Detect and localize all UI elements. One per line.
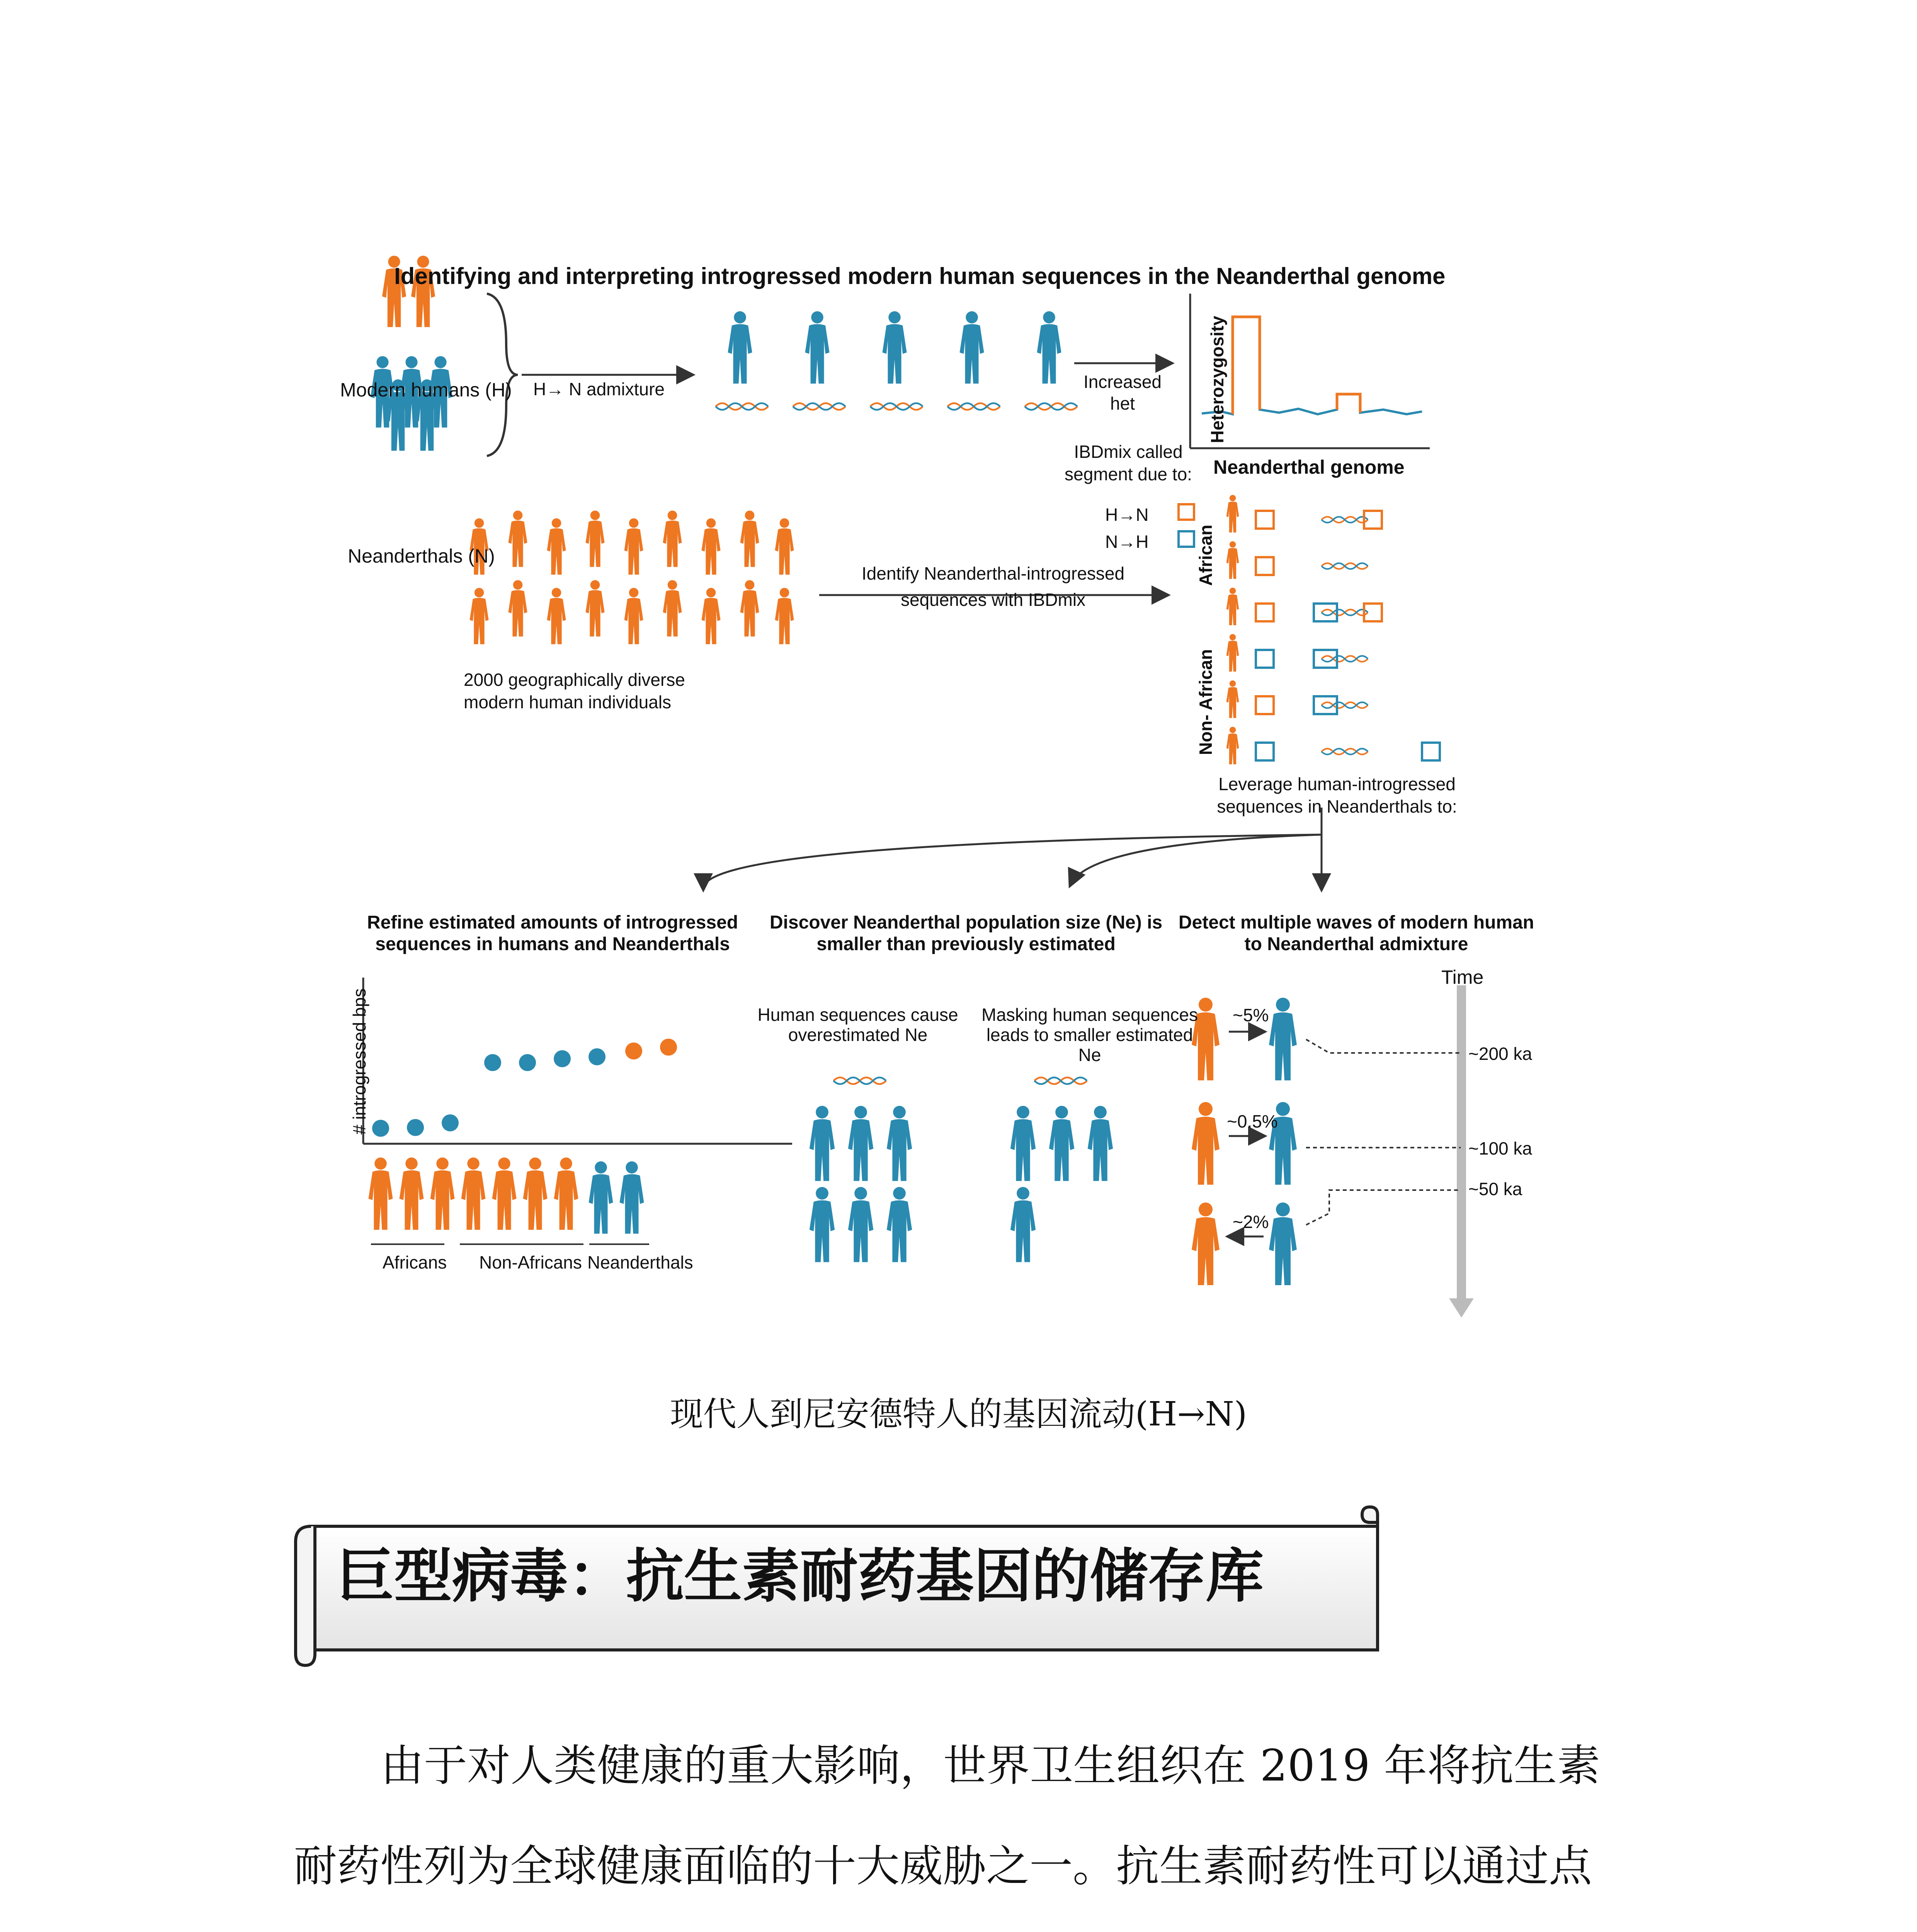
section-title: 巨型病毒：抗生素耐药基因的储存库: [336, 1543, 1264, 1610]
wave-1-time: ~200 ka: [1468, 1044, 1532, 1064]
time-label: Time: [1441, 966, 1484, 988]
refine-human-figures: [369, 1158, 578, 1230]
modern-humans-label: Modern humans (H): [340, 379, 512, 401]
diverse-individual-figures: [469, 510, 794, 644]
african-label: African: [1196, 524, 1216, 586]
ibdmix-rows: [1179, 495, 1440, 764]
wave-figures: [1192, 998, 1297, 1285]
group-non-africans: Non-Africans: [479, 1252, 582, 1272]
non-african-label: Non- African: [1196, 649, 1216, 755]
figure-title: Identifying and interpreting introgressed modern human sequences in the Neanderthal genome: [394, 263, 1446, 289]
group-africans: Africans: [383, 1252, 447, 1272]
detect-heading: Detect multiple waves of modern human to Neanderthal admixture: [1178, 912, 1534, 954]
individuals-label: 2000 geographically diverse modern human individuals: [464, 670, 685, 712]
body-line-2: 耐药性列为全球健康面临的十大威胁之一。抗生素耐药性可以通过点: [294, 1841, 1592, 1891]
neanderthals-label: Neanderthals (N): [348, 545, 495, 567]
figure-caption: 现代人到尼安德特人的基因流动(H→N): [670, 1395, 1247, 1434]
legend-nh: N→H: [1105, 532, 1149, 552]
discover-left-label: Human sequences cause overestimated Ne: [757, 1005, 958, 1045]
legend-hn: H→N: [1105, 505, 1149, 525]
wave-2-time: ~100 ka: [1468, 1138, 1532, 1158]
body-line-1: 由于对人类健康的重大影响，世界卫生组织在 2019 年将抗生素: [381, 1741, 1601, 1791]
introgressed-bps-axis: # introgressed bps: [349, 988, 369, 1135]
discover-figures: [810, 1106, 1113, 1262]
wave-3-time: ~50 ka: [1468, 1179, 1522, 1199]
neanderthal-figures: [371, 356, 452, 451]
refine-heading: Refine estimated amounts of introgressed sequences in humans and Neanderthals: [367, 912, 738, 954]
dna-strands: [716, 403, 1077, 410]
ibdmix-arrow-label: Identify Neanderthal-introgressed sequences with IBDmix: [861, 563, 1125, 610]
increased-het-label: Increased het: [1083, 372, 1162, 413]
wave-2-pct: ~0.5%: [1227, 1111, 1278, 1131]
introgressed-dots: [372, 1039, 677, 1137]
ibdmix-legend-title: IBDmix called segment due to:: [1065, 442, 1192, 484]
admixture-label: H→ N admixture: [533, 379, 665, 399]
leverage-label: Leverage human-introgressed sequences in Neanderthals to:: [1217, 774, 1457, 816]
discover-heading: Discover Neanderthal population size (Ne) is smaller than previously estimated: [769, 912, 1163, 954]
refine-neanderthal-figures: [589, 1162, 644, 1234]
wave-3-pct: ~2%: [1233, 1212, 1269, 1232]
neanderthal-genome-label: Neanderthal genome: [1213, 456, 1405, 478]
wave-1-pct: ~5%: [1233, 1005, 1269, 1025]
heterozygosity-axis-label: Heterozygosity: [1207, 316, 1227, 443]
discover-right-label: Masking human sequences leads to smaller estimated Ne: [981, 1005, 1198, 1065]
introgression-figure: [317, 247, 1546, 1360]
admixed-neanderthal-figures: [728, 311, 1061, 384]
group-neanderthals: Neanderthals: [587, 1252, 693, 1272]
